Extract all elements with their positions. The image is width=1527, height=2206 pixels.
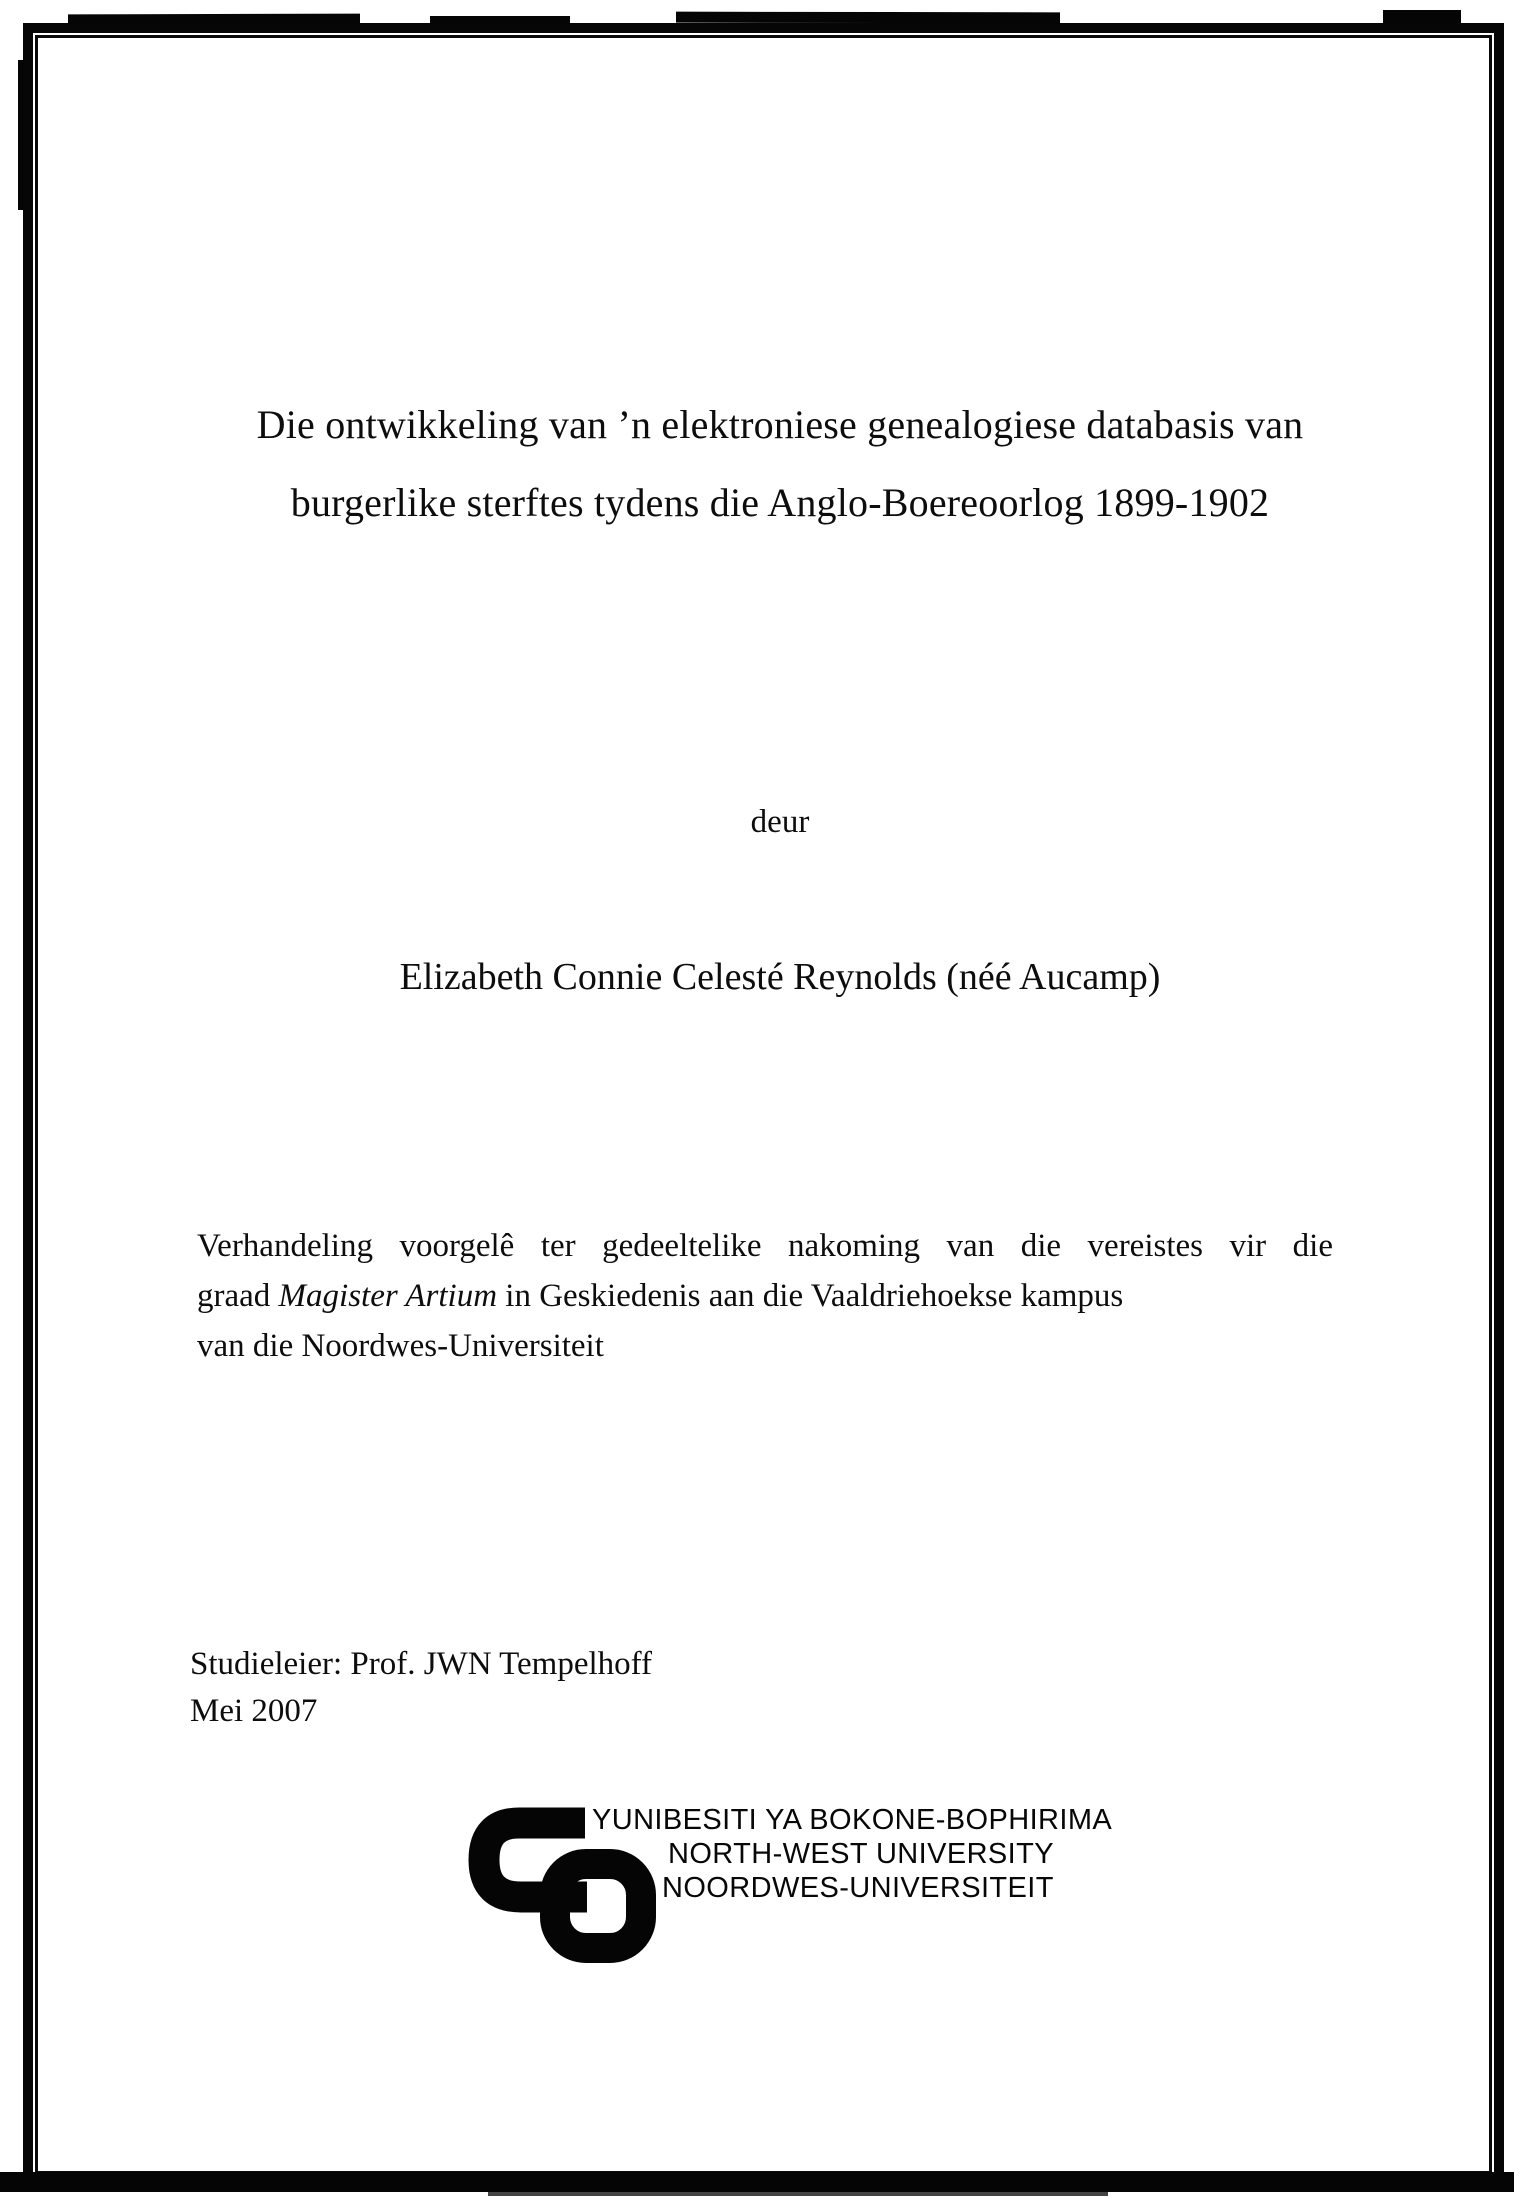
scan-artifact	[18, 60, 25, 210]
thesis-title-line-2: burgerlike sterftes tydens die Anglo-Boereoorlog 1899-1902	[290, 480, 1270, 525]
university-logo-text	[592, 1803, 1112, 1905]
thesis-title	[60, 386, 1500, 542]
scan-artifact	[488, 2192, 1108, 2196]
statement-line-1: Verhandeling voorgelê ter gedeeltelike nakoming van die vereistes vir die	[197, 1228, 1333, 1264]
statement-line-2-pre: graad	[197, 1278, 279, 1314]
logo-text-english: NORTH-WEST UNIVERSITY	[668, 1838, 1054, 1870]
supervisor-block	[190, 1641, 652, 1735]
statement-line-2-post: in Geskiedenis aan die Vaaldriehoekse kampus	[497, 1278, 1124, 1314]
scan-artifact	[0, 2172, 1514, 2192]
statement-line-2	[197, 1271, 1333, 1321]
statement-line-3: van die Noordwes-Universiteit	[197, 1328, 604, 1364]
supervisor-line: Studieleier: Prof. JWN Tempelhoff	[190, 1646, 653, 1682]
logo-text-setswana: YUNIBESITI YA BOKONE-BOPHIRIMA	[592, 1804, 1113, 1836]
scan-artifact	[430, 16, 570, 24]
degree-name: Magister Artium	[278, 1278, 498, 1314]
author-name: Elizabeth Connie Celesté Reynolds (néé Aucamp)	[399, 956, 1161, 998]
scan-artifact	[1383, 10, 1461, 23]
scan-artifact	[68, 14, 360, 25]
logo-text-afrikaans: NOORDWES-UNIVERSITEIT	[662, 1872, 1054, 1904]
byline: deur	[750, 804, 810, 840]
date-line: Mei 2007	[190, 1693, 318, 1729]
thesis-title-line-1: Die ontwikkeling van ’n elektroniese genealogiese databasis van	[256, 402, 1304, 447]
scan-artifact	[676, 12, 1060, 24]
submission-statement	[197, 1221, 1333, 1371]
